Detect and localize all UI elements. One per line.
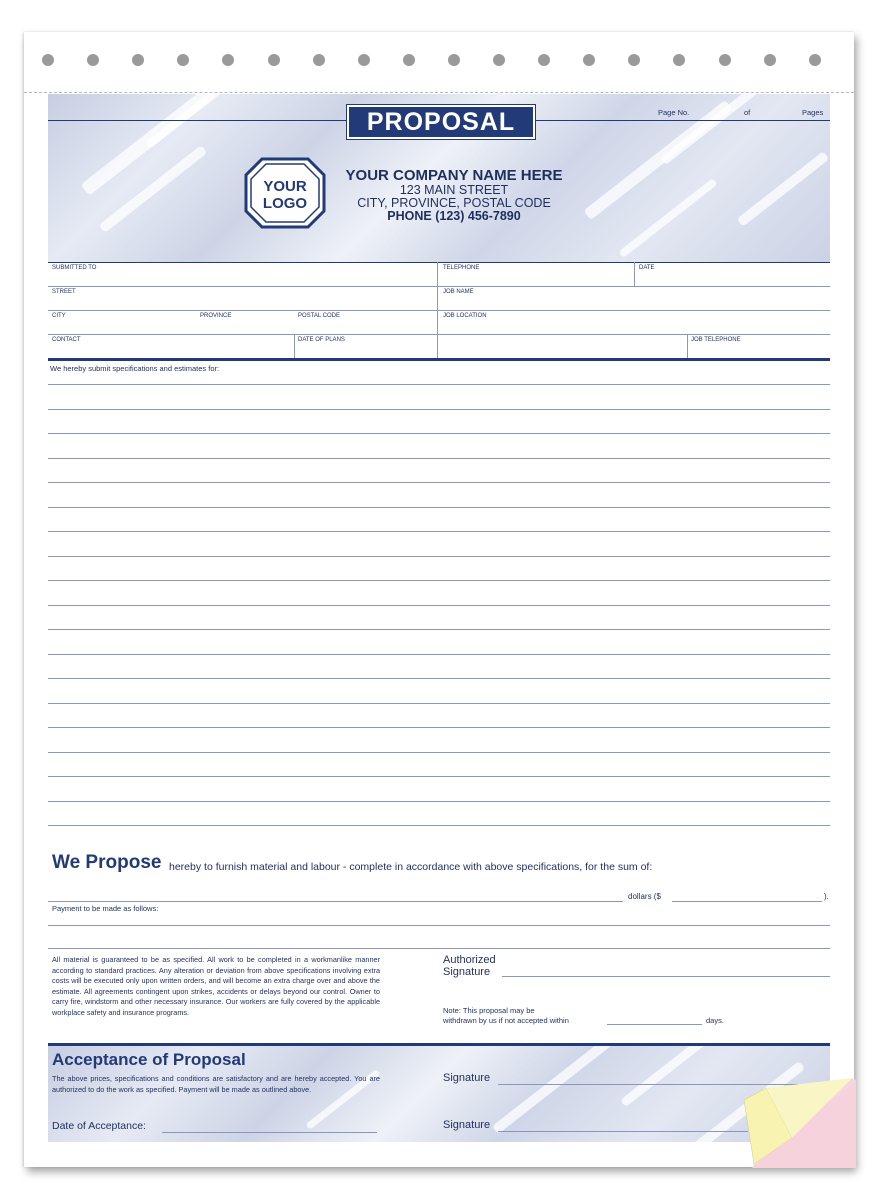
job-name-field[interactable]: JOB NAME bbox=[443, 289, 474, 295]
sum-amount-line[interactable] bbox=[672, 901, 822, 902]
we-propose-heading: We Propose bbox=[52, 852, 162, 873]
spec-line[interactable] bbox=[48, 629, 830, 630]
punch-hole bbox=[177, 54, 189, 66]
date-of-plans-field[interactable]: DATE OF PLANS bbox=[298, 337, 345, 343]
punch-hole bbox=[358, 54, 370, 66]
perforation-line bbox=[24, 92, 854, 93]
signature-2-line[interactable] bbox=[498, 1131, 748, 1132]
note-line-1: Note: This proposal may be bbox=[443, 1006, 535, 1015]
punch-hole bbox=[403, 54, 415, 66]
title-rule-right bbox=[532, 120, 830, 121]
postal-code-field[interactable]: POSTAL CODE bbox=[298, 313, 341, 319]
telephone-field[interactable]: TELEPHONE bbox=[443, 265, 480, 271]
carbon-copies-fold-icon bbox=[744, 1078, 856, 1168]
payment-line-2[interactable] bbox=[48, 948, 830, 949]
date-of-acceptance-label: Date of Acceptance: bbox=[52, 1120, 146, 1132]
punch-hole bbox=[448, 54, 460, 66]
authorized-line-2: Signature bbox=[443, 966, 491, 978]
days-label: days. bbox=[706, 1016, 724, 1025]
fields-bottom-rule bbox=[48, 358, 830, 361]
company-info bbox=[334, 167, 574, 223]
punch-hole bbox=[628, 54, 640, 66]
note-line-2: withdrawn by us if not accepted within bbox=[443, 1016, 569, 1025]
spec-line[interactable] bbox=[48, 801, 830, 802]
submitted-to-field[interactable]: SUBMITTED TO bbox=[52, 265, 97, 271]
payment-label: Payment to be made as follows: bbox=[52, 904, 159, 913]
pages-label: Pages bbox=[802, 108, 824, 117]
title-rule-left bbox=[48, 120, 348, 121]
we-propose-text: hereby to furnish material and labour - complete in accordance with above specifications, for the sum of: bbox=[169, 861, 653, 873]
signature-1-label: Signature bbox=[443, 1072, 491, 1084]
spec-line[interactable] bbox=[48, 580, 830, 581]
punch-hole bbox=[764, 54, 776, 66]
spec-line[interactable] bbox=[48, 776, 830, 777]
spec-line[interactable] bbox=[48, 409, 830, 410]
company-street: 123 MAIN STREET bbox=[399, 183, 509, 197]
authorized-label bbox=[443, 954, 496, 978]
company-phone: PHONE (123) 456-7890 bbox=[387, 209, 521, 223]
city-field[interactable]: CITY bbox=[52, 313, 66, 319]
punch-hole-strip bbox=[24, 32, 854, 92]
spec-line[interactable] bbox=[48, 482, 830, 483]
document-title: PROPOSAL bbox=[347, 105, 535, 139]
punch-hole bbox=[268, 54, 280, 66]
province-field[interactable]: PROVINCE bbox=[200, 313, 232, 319]
punch-hole bbox=[222, 54, 234, 66]
days-line[interactable] bbox=[607, 1024, 702, 1025]
spec-line[interactable] bbox=[48, 752, 830, 753]
logo-line-2: LOGO bbox=[262, 195, 308, 212]
punch-hole bbox=[538, 54, 550, 66]
authorized-signature-line[interactable] bbox=[502, 976, 830, 977]
sum-words-line[interactable] bbox=[48, 901, 623, 902]
spec-line[interactable] bbox=[48, 727, 830, 728]
dollars-label: dollars ($ bbox=[628, 892, 661, 901]
job-location-field[interactable]: JOB LOCATION bbox=[443, 313, 487, 319]
punch-hole bbox=[313, 54, 325, 66]
job-telephone-field[interactable]: JOB TELEPHONE bbox=[691, 337, 741, 343]
terms-text: All material is guaranteed to be as specified. All work to be completed in a workmanlike manner according to standard practices. Any alteration or deviation from above specifications involving extra costs will be executed only upon written orders, and will become an extra charge over and above the estimate. All agreements contingent upon strikes, accidents or delays beyond our control. Owner to carry fire, windstorm and other necessary insurance. Our workers are fully covered by the applicable workplace safety and insurance programs. bbox=[52, 955, 380, 1017]
company-city: CITY, PROVINCE, POSTAL CODE bbox=[357, 196, 551, 210]
street-field[interactable]: STREET bbox=[52, 289, 76, 295]
punch-hole bbox=[87, 54, 99, 66]
spec-line[interactable] bbox=[48, 654, 830, 655]
spec-line[interactable] bbox=[48, 507, 830, 508]
close-paren: ). bbox=[824, 892, 829, 901]
spec-line[interactable] bbox=[48, 384, 830, 385]
spec-line[interactable] bbox=[48, 458, 830, 459]
punch-hole bbox=[673, 54, 685, 66]
punch-hole bbox=[719, 54, 731, 66]
punch-hole bbox=[132, 54, 144, 66]
contact-field[interactable]: CONTACT bbox=[52, 337, 81, 343]
spec-line[interactable] bbox=[48, 433, 830, 434]
of-label: of bbox=[744, 108, 751, 117]
logo-line-1: YOUR bbox=[263, 178, 307, 195]
signature-2-label: Signature bbox=[443, 1119, 491, 1131]
spec-line[interactable] bbox=[48, 556, 830, 557]
date-of-acceptance-line[interactable] bbox=[162, 1132, 377, 1133]
punch-hole bbox=[42, 54, 54, 66]
spec-line[interactable] bbox=[48, 678, 830, 679]
proposal-form-sheet bbox=[24, 32, 854, 1167]
acceptance-text: The above prices, specifications and conditions are satisfactory and are hereby accepted. You are authorized to do the work as specified. Payment will be made as outlined above. bbox=[52, 1074, 380, 1094]
spec-line[interactable] bbox=[48, 825, 830, 826]
note-text bbox=[443, 1006, 569, 1026]
spec-line[interactable] bbox=[48, 531, 830, 532]
punch-hole bbox=[583, 54, 595, 66]
punch-hole bbox=[493, 54, 505, 66]
spec-line[interactable] bbox=[48, 703, 830, 704]
company-name: YOUR COMPANY NAME HERE bbox=[345, 167, 563, 184]
authorized-line-1: Authorized bbox=[443, 954, 496, 966]
acceptance-heading: Acceptance of Proposal bbox=[52, 1050, 246, 1069]
specifications-intro: We hereby submit specifications and estimates for: bbox=[50, 364, 220, 373]
punch-hole bbox=[809, 54, 821, 66]
payment-line-1[interactable] bbox=[48, 925, 830, 926]
spec-line[interactable] bbox=[48, 605, 830, 606]
company-logo-icon bbox=[244, 157, 326, 229]
date-field[interactable]: DATE bbox=[639, 265, 655, 271]
page-no-label: Page No. bbox=[658, 108, 690, 117]
